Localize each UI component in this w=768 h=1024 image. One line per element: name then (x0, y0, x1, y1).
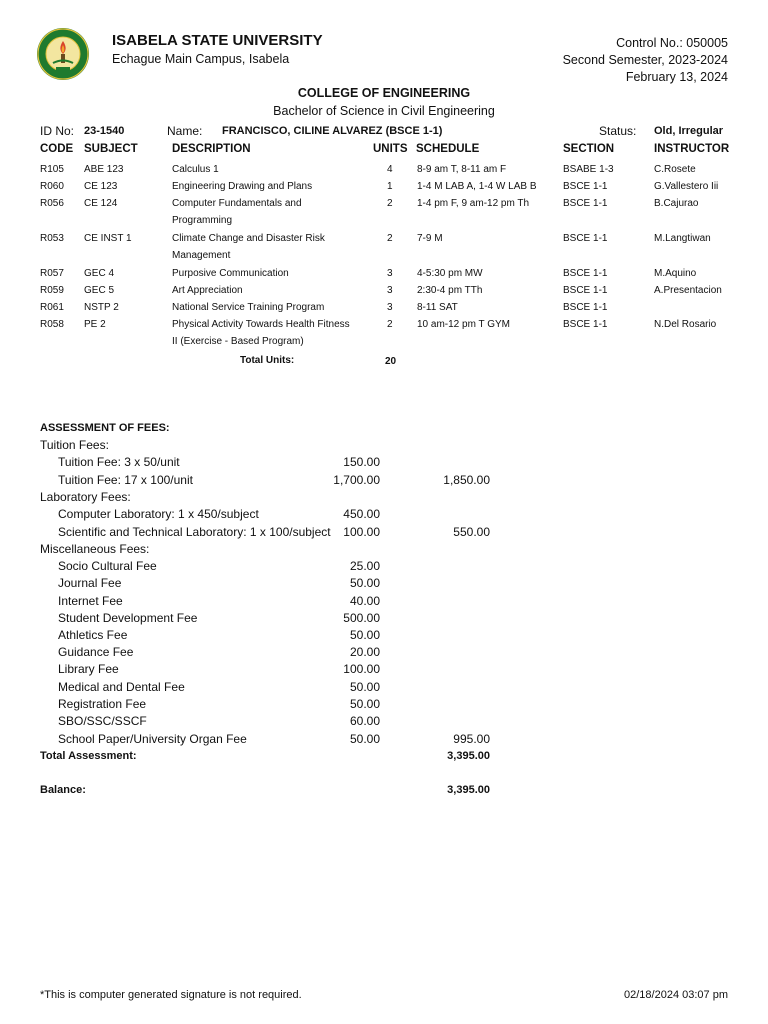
cell-units: 3 (387, 285, 393, 296)
cell-description-line2: Programming (172, 215, 233, 226)
fee-amount: 150.00 (343, 455, 380, 469)
balance-value: 3,395.00 (447, 784, 490, 796)
cell-units: 2 (387, 233, 393, 244)
col-header-instructor: INSTRUCTOR (654, 143, 730, 155)
cell-subject: CE INST 1 (84, 233, 132, 244)
fee-group-label: Miscellaneous Fees: (40, 542, 150, 556)
cell-schedule: 7-9 M (417, 233, 443, 244)
cell-schedule: 4-5:30 pm MW (417, 268, 483, 279)
cell-subject: CE 123 (84, 181, 118, 192)
cell-instructor: M.Aquino (654, 268, 697, 279)
cell-schedule: 1-4 M LAB A, 1-4 W LAB B (417, 181, 537, 192)
cell-section: BSCE 1-1 (563, 181, 608, 192)
fee-amount: 100.00 (343, 662, 380, 676)
fee-label: Medical and Dental Fee (58, 680, 185, 694)
cell-code: R057 (40, 268, 64, 279)
cell-subject: PE 2 (84, 319, 106, 330)
cell-code: R060 (40, 181, 64, 192)
cell-description: National Service Training Program (172, 302, 325, 313)
status-label: Status: (599, 124, 637, 138)
university-name: ISABELA STATE UNIVERSITY (112, 32, 323, 49)
fee-label: Internet Fee (58, 594, 123, 608)
fee-label: Guidance Fee (58, 645, 134, 659)
cell-code: R105 (40, 164, 64, 175)
cell-units: 2 (387, 198, 393, 209)
col-header-description: DESCRIPTION (172, 143, 251, 155)
cell-schedule: 1-4 pm F, 9 am-12 pm Th (417, 198, 530, 209)
university-seal-logo (36, 27, 90, 81)
cell-description: Purposive Communication (172, 268, 289, 279)
fee-label: Socio Cultural Fee (58, 559, 157, 573)
fee-label: Student Development Fee (58, 611, 198, 625)
cell-instructor: A.Presentacion (654, 285, 722, 296)
name-label: Name: (167, 124, 203, 138)
cell-code: R053 (40, 233, 64, 244)
fee-amount: 50.00 (349, 576, 380, 590)
cell-description: Computer Fundamentals and (172, 198, 302, 209)
cell-instructor: C.Rosete (654, 164, 696, 175)
college-name: COLLEGE OF ENGINEERING (297, 86, 471, 100)
cell-schedule: 8-11 SAT (417, 302, 458, 313)
cell-code: R058 (40, 319, 64, 330)
cell-description: Calculus 1 (172, 164, 219, 175)
cell-instructor: N.Del Rosario (654, 319, 717, 330)
cell-section: BSCE 1-1 (563, 319, 608, 330)
campus-name: Echague Main Campus, Isabela (112, 52, 290, 66)
cell-subject: CE 124 (84, 198, 118, 209)
cell-section: BSABE 1-3 (563, 164, 614, 175)
cell-units: 3 (387, 268, 393, 279)
student-status: Old, Irregular (654, 125, 724, 137)
fee-amount: 20.00 (349, 645, 380, 659)
fee-amount: 500.00 (343, 611, 380, 625)
fee-group-label: Tuition Fees: (40, 438, 109, 452)
fee-subtotal: 550.00 (453, 525, 490, 539)
footer-note: *This is computer generated signature is not required. (40, 989, 302, 1001)
program-name: Bachelor of Science in Civil Engineering (273, 104, 495, 118)
cell-section: BSCE 1-1 (563, 198, 608, 209)
fee-amount: 50.00 (349, 697, 380, 711)
cell-section: BSCE 1-1 (563, 285, 608, 296)
fee-amount: 60.00 (349, 714, 380, 728)
fee-label: Registration Fee (58, 697, 147, 711)
cell-description: Physical Activity Towards Health Fitness (172, 319, 350, 330)
fee-label: Library Fee (58, 662, 119, 676)
control-number: Control No.: 050005 (616, 36, 728, 50)
student-name: FRANCISCO, CILINE ALVAREZ (BSCE 1-1) (222, 125, 443, 137)
col-header-schedule: SCHEDULE (416, 143, 480, 155)
fee-amount: 25.00 (349, 559, 380, 573)
fee-label: School Paper/University Organ Fee (58, 732, 247, 746)
semester: Second Semester, 2023-2024 (562, 53, 728, 67)
cell-code: R059 (40, 285, 64, 296)
total-units-label: Total Units: (240, 355, 295, 366)
fee-label: Computer Laboratory: 1 x 450/subject (58, 507, 259, 521)
cell-section: BSCE 1-1 (563, 268, 608, 279)
cell-schedule: 8-9 am T, 8-11 am F (417, 164, 507, 175)
fee-label: Tuition Fee: 17 x 100/unit (58, 473, 193, 487)
fee-subtotal: 995.00 (453, 732, 490, 746)
cell-instructor: G.Vallestero Iii (654, 181, 719, 192)
cell-code: R061 (40, 302, 64, 313)
document-date: February 13, 2024 (625, 70, 728, 84)
cell-code: R056 (40, 198, 64, 209)
balance-label: Balance: (40, 784, 86, 796)
cell-description-line2: Management (172, 250, 231, 261)
col-header-code: CODE (40, 143, 74, 155)
fee-amount: 450.00 (343, 507, 380, 521)
cell-subject: GEC 5 (84, 285, 115, 296)
id-label: ID No: (40, 124, 75, 138)
fee-amount: 100.00 (343, 525, 380, 539)
col-header-subject: SUBJECT (84, 143, 138, 155)
fee-label: Journal Fee (58, 576, 122, 590)
student-id: 23-1540 (84, 125, 125, 137)
total-assessment-value: 3,395.00 (447, 750, 490, 762)
fee-group-label: Laboratory Fees: (40, 490, 131, 504)
fee-label: SBO/SSC/SSCF (58, 714, 147, 728)
cell-instructor: M.Langtiwan (654, 233, 711, 244)
fees-title: ASSESSMENT OF FEES: (40, 422, 170, 434)
fee-subtotal: 1,850.00 (443, 473, 490, 487)
fee-amount: 1,700.00 (333, 473, 380, 487)
cell-schedule: 10 am-12 pm T GYM (417, 319, 510, 330)
fee-label: Tuition Fee: 3 x 50/unit (58, 455, 180, 469)
col-header-section: SECTION (563, 143, 615, 155)
cell-schedule: 2:30-4 pm TTh (417, 285, 483, 296)
total-units-value: 20 (385, 356, 397, 367)
total-assessment-label: Total Assessment: (40, 750, 137, 762)
fee-amount: 50.00 (349, 732, 380, 746)
cell-description: Engineering Drawing and Plans (172, 181, 313, 192)
fee-amount: 50.00 (349, 680, 380, 694)
fee-label: Athletics Fee (58, 628, 128, 642)
cell-units: 1 (387, 181, 393, 192)
fee-amount: 50.00 (349, 628, 380, 642)
cell-subject: ABE 123 (84, 164, 124, 175)
cell-units: 2 (387, 319, 393, 330)
cell-description: Art Appreciation (172, 285, 243, 296)
fee-amount: 40.00 (349, 594, 380, 608)
cell-description-line2: II (Exercise - Based Program) (172, 336, 304, 347)
cell-subject: NSTP 2 (84, 302, 119, 313)
cell-units: 3 (387, 302, 393, 313)
print-timestamp: 02/18/2024 03:07 pm (624, 989, 728, 1001)
cell-subject: GEC 4 (84, 268, 115, 279)
cell-section: BSCE 1-1 (563, 302, 608, 313)
cell-section: BSCE 1-1 (563, 233, 608, 244)
cell-units: 4 (387, 164, 393, 175)
cell-instructor: B.Cajurao (654, 198, 699, 209)
col-header-units: UNITS (373, 143, 408, 155)
cell-description: Climate Change and Disaster Risk (172, 233, 325, 244)
fee-label: Scientific and Technical Laboratory: 1 x 100/subject (58, 525, 331, 539)
